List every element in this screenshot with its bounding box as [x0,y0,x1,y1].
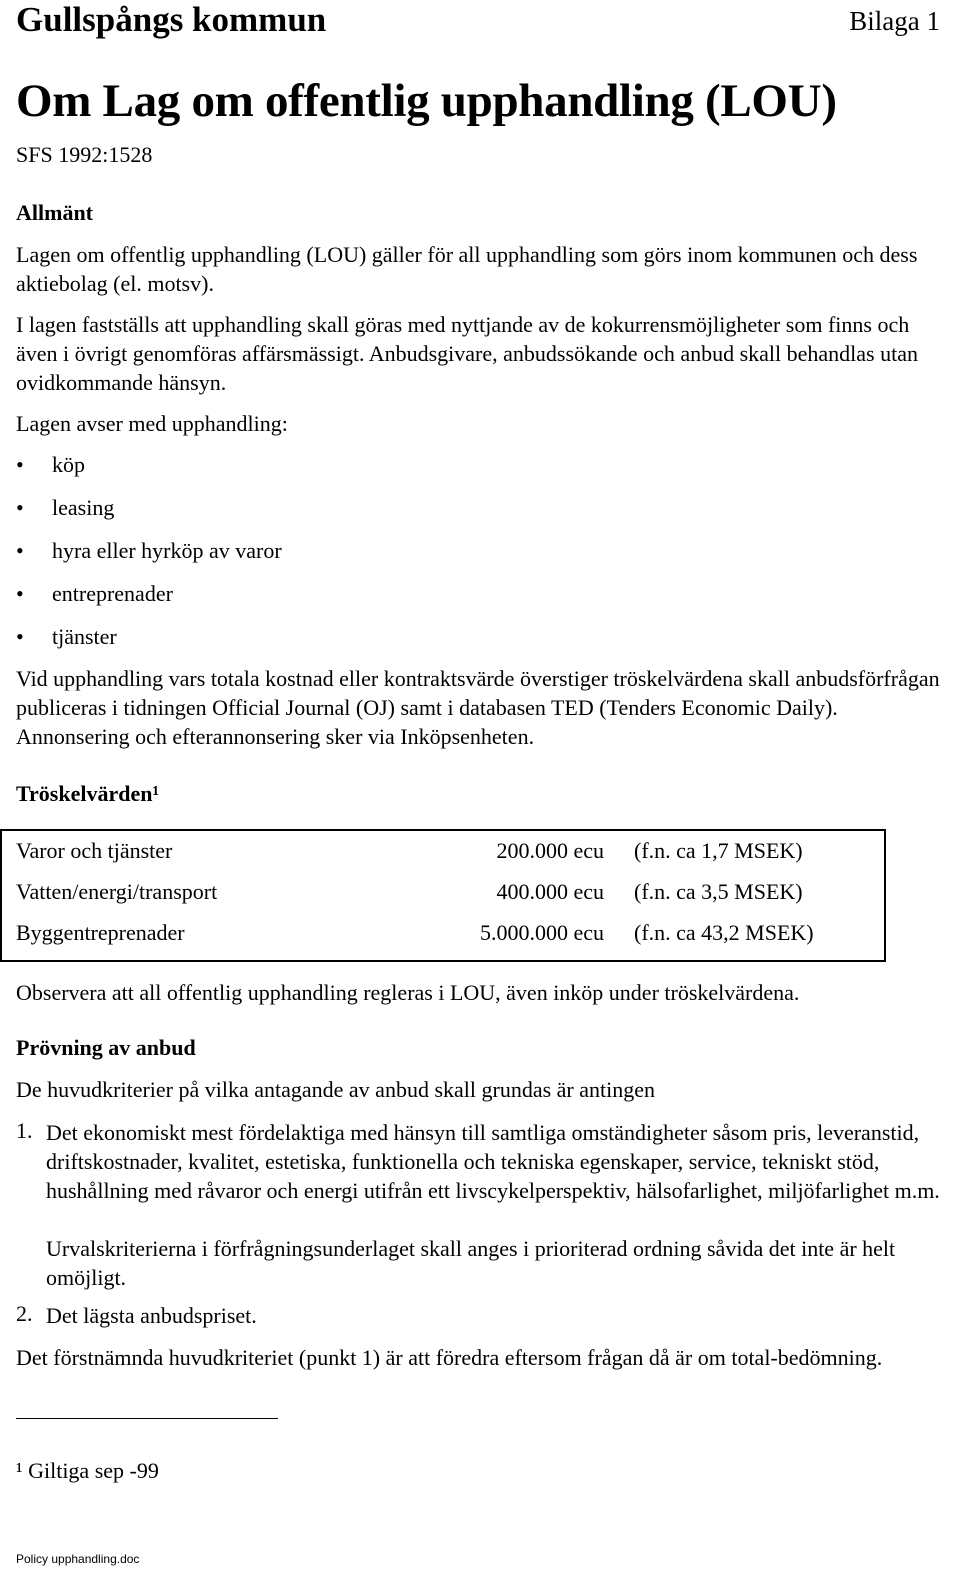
header-attachment: Bilaga 1 [849,6,940,36]
threshold-approx: (f.n. ca 1,7 MSEK) [634,838,803,863]
list-item-label: entreprenader [52,581,173,606]
threshold-approx: (f.n. ca 3,5 MSEK) [634,879,803,904]
list-intro: Lagen avser med upphandling: [16,411,288,436]
bullet-icon: • [16,495,24,520]
list-item-label: leasing [52,495,115,520]
review-heading: Prövning av anbud [16,1035,196,1060]
bullet-icon: • [16,581,24,606]
threshold-approx: (f.n. ca 43,2 MSEK) [634,920,814,945]
review-conclusion: Det förstnämnda huvudkriteriet (punkt 1) är att föredra eftersom frågan då är om total-bedömning. [16,1345,883,1370]
general-heading: Allmänt [16,200,93,225]
threshold-amount: 5.000.000 ecu [479,920,604,945]
bullet-icon: • [16,452,24,477]
threshold-category: Vatten/energi/transport [16,879,218,904]
header-org: Gullspångs kommun [16,0,327,39]
general-para-1: Lagen om offentlig upphandling (LOU) gäller för all upphandling som görs inom kommunen och dess aktiebolag (el. motsv). [16,242,918,296]
sfs-reference: SFS 1992:1528 [16,142,153,167]
criteria-number: 1. [16,1118,33,1143]
bullet-icon: • [16,624,24,649]
thresholds-note: Observera att all offentlig upphandling regleras i LOU, även inköp under tröskelvärdena. [16,980,800,1005]
footnote: ¹ Giltiga sep -99 [16,1458,159,1483]
page-title: Om Lag om offentlig upphandling (LOU) [16,75,837,127]
list-item-label: hyra eller hyrköp av varor [52,538,282,563]
threshold-category: Byggentreprenader [16,920,185,945]
criteria-subtext: Urvalskriterierna i förfrågningsunderlaget skall anges i prioriterad ordning såvida det inte är helt omöjligt. [46,1236,896,1290]
thresholds-heading: Tröskelvärden¹ [16,781,160,806]
list-item-label: tjänster [52,624,117,649]
review-intro: De huvudkriterier på vilka antagande av anbud skall grundas är antingen [16,1077,655,1102]
threshold-amount: 200.000 ecu [496,838,604,863]
footnote-divider [16,1418,278,1419]
footer-filename: Policy upphandling.doc [16,1552,140,1566]
criteria-text: Det ekonomiskt mest fördelaktiga med hänsyn till samtliga omständigheter såsom pris, leveranstid, driftskostnader, kvalitet, estetiska, funktionella och tekniska egenskaper, service, tekniskt stöd, hushållning med råvaror och energi utifrån ett livscykelperspektiv, hälsofarlighet, miljöfarlighet m.m. [46,1120,940,1203]
list-item-label: köp [52,452,85,477]
general-para-2: I lagen fastställs att upphandling skall göras med nyttjande av de kokurrensmöjligheter som finns och även i övrigt genomföras affärsmässigt. Anbudsgivare, anbudssökande och anbud skall behandlas utan ovidkommande hänsyn. [16,312,918,395]
threshold-amount: 400.000 ecu [496,879,604,904]
criteria-number: 2. [16,1301,33,1326]
threshold-category: Varor och tjänster [16,838,173,863]
bullet-icon: • [16,538,24,563]
criteria-text: Det lägsta anbudspriset. [46,1303,257,1328]
publication-para: Vid upphandling vars totala kostnad eller kontraktsvärde överstiger tröskelvärdena skall anbudsförfrågan publiceras i tidningen Official Journal (OJ) samt i databasen TED (Tenders Economic Daily). Annonsering och efterannonsering sker via Inköpsenheten. [16,666,940,749]
